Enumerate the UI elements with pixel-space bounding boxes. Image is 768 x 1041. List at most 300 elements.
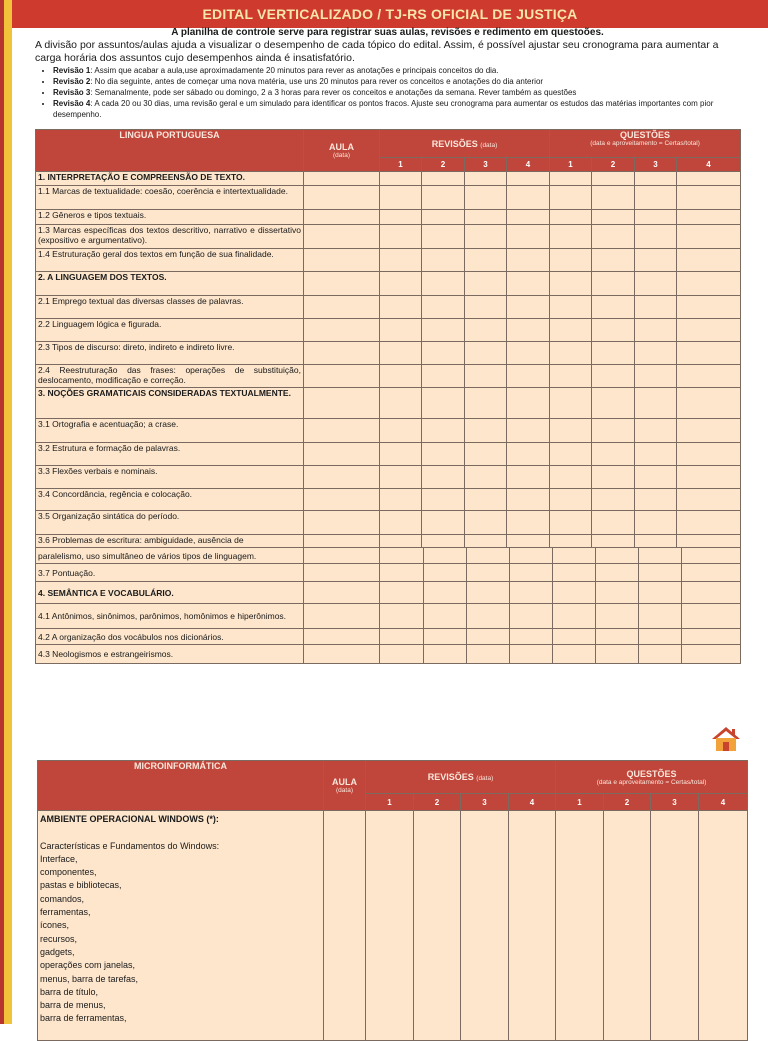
- revisao-cell[interactable]: [422, 535, 465, 548]
- questao-cell[interactable]: [553, 564, 596, 582]
- revisao-cell[interactable]: [507, 225, 550, 249]
- questao-cell[interactable]: [592, 210, 635, 225]
- questao-cell[interactable]: [550, 365, 592, 388]
- questao-cell[interactable]: [604, 811, 651, 1041]
- topic-cell: 1.3 Marcas específicas dos textos descritivo, narrativo e dissertativo (expositivo e argumentativo).: [36, 225, 304, 249]
- questao-cell[interactable]: [592, 466, 635, 489]
- revisao-cell[interactable]: [509, 811, 556, 1041]
- questao-cell[interactable]: [550, 466, 592, 489]
- revisao-cell[interactable]: [510, 645, 553, 664]
- topic-cell: 3. NOÇÕES GRAMATICAIS CONSIDERADAS TEXTUALMENTE.: [36, 388, 304, 419]
- revisoes-header: REVISÕES (data): [366, 761, 556, 794]
- topic-cell: 3.2 Estrutura e formação de palavras.: [36, 443, 304, 466]
- revisao-cell[interactable]: [467, 604, 510, 629]
- intro-lead: A planilha de controle serve para registrar suas aulas, revisões e redimento em questoões.: [171, 27, 604, 38]
- revisao-cell[interactable]: [380, 548, 424, 564]
- revisao-cell[interactable]: [461, 811, 509, 1041]
- table-row: [36, 296, 741, 319]
- table-row: [36, 629, 741, 645]
- questao-cell[interactable]: [550, 388, 592, 419]
- revisao-cell[interactable]: [422, 443, 465, 466]
- questao-cell[interactable]: [592, 535, 635, 548]
- revisao-cell[interactable]: [507, 296, 550, 319]
- questao-cell[interactable]: [635, 511, 677, 535]
- revisao-cell[interactable]: [380, 582, 424, 604]
- revisao-cell[interactable]: [422, 319, 465, 342]
- table-row: [36, 548, 741, 564]
- aula-cell[interactable]: [324, 811, 366, 1041]
- revisao-cell[interactable]: [510, 604, 553, 629]
- topic-cell: 4.3 Neologismos e estrangeirismos.: [36, 645, 304, 664]
- subject-header: LINGUA PORTUGUESA: [36, 130, 304, 172]
- lingua-portuguesa-table-continued: [35, 547, 741, 664]
- topic-cell: 3.5 Organização sintática do período.: [36, 511, 304, 535]
- topic-line: gadgets,: [40, 946, 75, 957]
- revisao-cell[interactable]: [467, 582, 510, 604]
- table-row: [36, 443, 741, 466]
- revisao-cell[interactable]: [510, 629, 553, 645]
- revisao-number: 2: [414, 794, 461, 811]
- questao-cell[interactable]: [682, 645, 741, 664]
- revisao-cell[interactable]: [465, 535, 507, 548]
- revisao-cell[interactable]: [507, 511, 550, 535]
- questao-cell[interactable]: [635, 489, 677, 511]
- aula-cell[interactable]: [304, 296, 380, 319]
- questao-cell[interactable]: [639, 582, 682, 604]
- aula-cell[interactable]: [304, 629, 380, 645]
- questao-cell[interactable]: [596, 548, 639, 564]
- revisao-cell[interactable]: [467, 564, 510, 582]
- questao-cell[interactable]: [677, 225, 741, 249]
- revisao-cell[interactable]: [467, 645, 510, 664]
- revisao-cell[interactable]: [380, 604, 424, 629]
- revision-item: • Revisão 2: No dia seguinte, antes de começar uma nova matéria, use uns 20 minutos para rever os conceitos e anotações do dia anterior: [53, 76, 740, 87]
- questao-cell[interactable]: [677, 535, 741, 548]
- revisao-cell[interactable]: [507, 419, 550, 443]
- questao-cell[interactable]: [550, 186, 592, 210]
- topic-cell: 3.3 Flexões verbais e nominais.: [36, 466, 304, 489]
- aula-cell[interactable]: [304, 365, 380, 388]
- revisao-cell[interactable]: [380, 186, 422, 210]
- questao-cell[interactable]: [592, 272, 635, 296]
- revisao-cell[interactable]: [422, 172, 465, 186]
- topic-cell: 1. INTERPRETAÇÃO E COMPREENSÃO DE TEXTO.: [36, 172, 304, 186]
- questao-cell[interactable]: [550, 296, 592, 319]
- questoes-header: QUESTÕES (data e aproveitamento = Certas/total): [556, 761, 748, 794]
- questao-cell[interactable]: [550, 172, 592, 186]
- revisao-cell[interactable]: [380, 319, 422, 342]
- topic-line: pastas e bibliotecas,: [40, 880, 122, 891]
- questao-cell[interactable]: [550, 489, 592, 511]
- topic-cell: [38, 811, 324, 1041]
- revisao-cell[interactable]: [465, 186, 507, 210]
- questao-cell[interactable]: [677, 249, 741, 272]
- revisao-cell[interactable]: [380, 564, 424, 582]
- revisao-cell[interactable]: [380, 365, 422, 388]
- table-row: [36, 365, 741, 388]
- revisao-cell[interactable]: [366, 811, 414, 1041]
- revisao-cell[interactable]: [507, 272, 550, 296]
- questao-cell[interactable]: [635, 419, 677, 443]
- questao-cell[interactable]: [639, 604, 682, 629]
- questao-cell[interactable]: [550, 419, 592, 443]
- revisao-cell[interactable]: [507, 172, 550, 186]
- table-row: [36, 272, 741, 296]
- revisao-cell[interactable]: [380, 272, 422, 296]
- questao-cell[interactable]: [651, 811, 699, 1041]
- lingua-portuguesa-table: [35, 129, 741, 548]
- questao-cell[interactable]: [635, 388, 677, 419]
- questao-cell[interactable]: [550, 210, 592, 225]
- revisao-number: 4: [507, 158, 550, 172]
- revisao-cell[interactable]: [422, 466, 465, 489]
- questao-cell[interactable]: [635, 342, 677, 365]
- questao-cell[interactable]: [677, 272, 741, 296]
- questao-cell[interactable]: [550, 272, 592, 296]
- aula-cell[interactable]: [304, 249, 380, 272]
- questao-cell[interactable]: [635, 466, 677, 489]
- questao-cell[interactable]: [596, 645, 639, 664]
- questao-cell[interactable]: [556, 811, 604, 1041]
- revision-list: [35, 65, 740, 120]
- revisao-cell[interactable]: [424, 604, 467, 629]
- revisao-cell[interactable]: [507, 489, 550, 511]
- table-row: [36, 466, 741, 489]
- topic-cell: 3.6 Problemas de escritura: ambiguidade, ausência de: [36, 535, 304, 548]
- revisao-cell[interactable]: [422, 388, 465, 419]
- questao-cell[interactable]: [635, 365, 677, 388]
- aula-cell[interactable]: [304, 489, 380, 511]
- topic-cell: 2.1 Emprego textual das diversas classes de palavras.: [36, 296, 304, 319]
- revisao-cell[interactable]: [465, 172, 507, 186]
- table-row: [36, 564, 741, 582]
- questao-cell[interactable]: [635, 249, 677, 272]
- revisao-cell[interactable]: [465, 296, 507, 319]
- questao-cell[interactable]: [635, 210, 677, 225]
- revisao-cell[interactable]: [507, 535, 550, 548]
- aula-cell[interactable]: [304, 582, 380, 604]
- topic-line: recursos,: [40, 933, 78, 944]
- revisao-number: 3: [465, 158, 507, 172]
- questao-cell[interactable]: [596, 604, 639, 629]
- table-row: [36, 210, 741, 225]
- revisao-cell[interactable]: [380, 342, 422, 365]
- questao-number: 3: [635, 158, 677, 172]
- aula-cell[interactable]: [304, 388, 380, 419]
- questao-number: 3: [651, 794, 699, 811]
- topic-cell: 3.1 Ortografia e acentuação; a crase.: [36, 419, 304, 443]
- table-row: [36, 249, 741, 272]
- questao-cell[interactable]: [677, 210, 741, 225]
- aula-cell[interactable]: [304, 443, 380, 466]
- revisao-cell[interactable]: [422, 365, 465, 388]
- questao-cell[interactable]: [635, 186, 677, 210]
- revisao-cell[interactable]: [422, 296, 465, 319]
- questao-cell[interactable]: [677, 296, 741, 319]
- revisao-cell[interactable]: [467, 548, 510, 564]
- questao-cell[interactable]: [553, 629, 596, 645]
- left-accent-stripe: [4, 0, 12, 1024]
- revisao-cell[interactable]: [380, 511, 422, 535]
- aula-cell[interactable]: [304, 272, 380, 296]
- revisao-cell[interactable]: [424, 645, 467, 664]
- revisao-cell[interactable]: [424, 582, 467, 604]
- revisao-cell[interactable]: [467, 629, 510, 645]
- revisao-cell[interactable]: [507, 186, 550, 210]
- questao-cell[interactable]: [635, 535, 677, 548]
- revisao-cell[interactable]: [380, 645, 424, 664]
- revisao-number: 4: [509, 794, 556, 811]
- aula-cell[interactable]: [304, 225, 380, 249]
- revisao-cell[interactable]: [465, 511, 507, 535]
- questao-cell[interactable]: [682, 582, 741, 604]
- questao-cell[interactable]: [682, 629, 741, 645]
- revisao-cell[interactable]: [465, 319, 507, 342]
- aula-cell[interactable]: [304, 564, 380, 582]
- questao-cell[interactable]: [550, 225, 592, 249]
- questao-cell[interactable]: [677, 319, 741, 342]
- topic-line: comandos,: [40, 893, 85, 904]
- revisao-cell[interactable]: [380, 225, 422, 249]
- revisao-cell[interactable]: [380, 296, 422, 319]
- topic-cell: 2.4 Reestruturação das frases: operações de substituição, deslocamento, modificação e correção.: [36, 365, 304, 388]
- table-row: [36, 645, 741, 664]
- revisao-cell[interactable]: [380, 489, 422, 511]
- questao-cell[interactable]: [677, 419, 741, 443]
- revisao-cell[interactable]: [507, 466, 550, 489]
- questao-cell[interactable]: [553, 548, 596, 564]
- revisao-cell[interactable]: [380, 210, 422, 225]
- revisao-cell[interactable]: [422, 210, 465, 225]
- revision-item: • Revisão 1: Assim que acabar a aula,use aproximadamente 20 minutos para rever as anotações e principais conceitos do dia.: [53, 65, 740, 76]
- topic-cell: 4. SEMÂNTICA E VOCABULÁRIO.: [36, 582, 304, 604]
- topic-line: barra de título,: [40, 986, 99, 997]
- questao-cell[interactable]: [639, 645, 682, 664]
- questao-number: 1: [556, 794, 604, 811]
- questao-cell[interactable]: [699, 811, 748, 1041]
- table-row: [36, 319, 741, 342]
- revisao-number: 3: [461, 794, 509, 811]
- topic-line: barra de menus,: [40, 1000, 106, 1011]
- revisao-cell[interactable]: [510, 582, 553, 604]
- revisao-cell[interactable]: [380, 419, 422, 443]
- home-icon[interactable]: [711, 726, 741, 752]
- revision-item: • Revisão 4: A cada 20 ou 30 dias, uma revisão geral e um simulado para identificar os pontos fracos. Ajuste seu cronograma para aumentar os estudos das matérias importantes com pior desempenho.: [53, 98, 740, 120]
- questao-cell[interactable]: [550, 249, 592, 272]
- topic-line: componentes,: [40, 867, 97, 878]
- revisao-cell[interactable]: [465, 388, 507, 419]
- questao-cell[interactable]: [550, 342, 592, 365]
- revisao-cell[interactable]: [510, 564, 553, 582]
- questao-number: 1: [550, 158, 592, 172]
- table-row: [36, 388, 741, 419]
- questao-cell[interactable]: [550, 535, 592, 548]
- topic-cell: 3.7 Pontuação.: [36, 564, 304, 582]
- revisao-cell[interactable]: [422, 225, 465, 249]
- revisoes-header: REVISÕES (data): [380, 130, 550, 158]
- revisao-number: 1: [380, 158, 422, 172]
- questao-cell[interactable]: [639, 629, 682, 645]
- questao-cell[interactable]: [677, 466, 741, 489]
- revisao-cell[interactable]: [380, 388, 422, 419]
- questao-cell[interactable]: [550, 511, 592, 535]
- questao-cell[interactable]: [550, 443, 592, 466]
- topic-line: ícones,: [40, 920, 70, 931]
- aula-cell[interactable]: [304, 342, 380, 365]
- revision-item: • Revisão 3: Semanalmente, pode ser sábado ou domingo, 2 a 3 horas para rever os conceitos e anotações da semana. Rever também as questões: [53, 87, 740, 98]
- questao-cell[interactable]: [635, 172, 677, 186]
- revisao-cell[interactable]: [422, 249, 465, 272]
- questao-cell[interactable]: [592, 319, 635, 342]
- questoes-header: QUESTÕES (data e aproveitamento = Certas/total): [550, 130, 741, 158]
- revisao-cell[interactable]: [380, 466, 422, 489]
- revisao-cell[interactable]: [510, 548, 553, 564]
- table-row: [36, 582, 741, 604]
- aula-cell[interactable]: [304, 645, 380, 664]
- aula-cell[interactable]: [304, 186, 380, 210]
- intro-section: [35, 27, 740, 120]
- aula-cell[interactable]: [304, 172, 380, 186]
- questao-cell[interactable]: [592, 365, 635, 388]
- questao-cell[interactable]: [553, 582, 596, 604]
- revisao-cell[interactable]: [424, 629, 467, 645]
- revisao-cell[interactable]: [424, 548, 467, 564]
- revisao-cell[interactable]: [380, 172, 422, 186]
- questao-number: 4: [699, 794, 748, 811]
- questao-cell[interactable]: [592, 249, 635, 272]
- revisao-cell[interactable]: [465, 272, 507, 296]
- revisao-cell[interactable]: [380, 249, 422, 272]
- questao-cell[interactable]: [635, 319, 677, 342]
- page-title: EDITAL VERTICALIZADO / TJ-RS OFICIAL DE JUSTIÇA: [12, 0, 768, 28]
- revisao-cell[interactable]: [465, 466, 507, 489]
- revisao-cell[interactable]: [465, 249, 507, 272]
- revisao-cell[interactable]: [465, 443, 507, 466]
- revisao-cell[interactable]: [465, 489, 507, 511]
- questao-cell[interactable]: [553, 604, 596, 629]
- table-row: [36, 186, 741, 210]
- revisao-cell[interactable]: [422, 186, 465, 210]
- questao-cell[interactable]: [592, 342, 635, 365]
- aula-header: AULA (data): [304, 130, 380, 172]
- table-row: [36, 511, 741, 535]
- questao-cell[interactable]: [635, 296, 677, 319]
- topic-cell: 2.2 Linguagem lógica e figurada.: [36, 319, 304, 342]
- aula-cell[interactable]: [304, 535, 380, 548]
- subject-header: MICROINFORMÁTICA: [38, 761, 324, 811]
- questao-cell[interactable]: [682, 604, 741, 629]
- questao-cell[interactable]: [635, 272, 677, 296]
- questao-cell[interactable]: [596, 582, 639, 604]
- section-title: AMBIENTE OPERACIONAL WINDOWS (*):: [40, 814, 219, 824]
- topic-cell: 1.2 Gêneros e tipos textuais.: [36, 210, 304, 225]
- aula-cell[interactable]: [304, 319, 380, 342]
- questao-cell[interactable]: [592, 172, 635, 186]
- revisao-cell[interactable]: [465, 419, 507, 443]
- topic-line: barra de ferramentas,: [40, 1013, 127, 1024]
- revisao-cell[interactable]: [465, 210, 507, 225]
- aula-cell[interactable]: [304, 548, 380, 564]
- revisao-cell[interactable]: [380, 629, 424, 645]
- questao-cell[interactable]: [596, 629, 639, 645]
- intro-paragraph: A divisão por assuntos/aulas ajuda a visualizar o desempenho de cada tópico do edital. Assim, é possível ajustar seu cronograma para aumentar a carga horária dos assuntos cujo desempenhos ainda é insatisfatório.: [35, 39, 719, 64]
- revisao-cell[interactable]: [465, 342, 507, 365]
- questao-cell[interactable]: [592, 388, 635, 419]
- questao-cell[interactable]: [592, 296, 635, 319]
- revisao-cell[interactable]: [422, 272, 465, 296]
- aula-cell[interactable]: [304, 419, 380, 443]
- revisao-cell[interactable]: [465, 365, 507, 388]
- questao-cell[interactable]: [592, 186, 635, 210]
- questao-cell[interactable]: [677, 172, 741, 186]
- revisao-cell[interactable]: [422, 342, 465, 365]
- questao-cell[interactable]: [677, 186, 741, 210]
- topic-cell: 3.4 Concordância, regência e colocação.: [36, 489, 304, 511]
- revisao-cell[interactable]: [507, 443, 550, 466]
- questao-cell[interactable]: [635, 225, 677, 249]
- questao-cell[interactable]: [677, 388, 741, 419]
- revisao-cell[interactable]: [507, 365, 550, 388]
- questao-cell[interactable]: [682, 548, 741, 564]
- aula-header: AULA (data): [324, 761, 366, 811]
- topic-line: Características e Fundamentos do Windows:: [40, 840, 220, 851]
- questao-cell[interactable]: [596, 564, 639, 582]
- revisao-cell[interactable]: [465, 225, 507, 249]
- topic-cell: 1.4 Estruturação geral dos textos em função de sua finalidade.: [36, 249, 304, 272]
- questao-cell[interactable]: [639, 548, 682, 564]
- questao-cell[interactable]: [677, 489, 741, 511]
- topic-cell: 4.2 A organização dos vocábulos nos dicionários.: [36, 629, 304, 645]
- aula-cell[interactable]: [304, 604, 380, 629]
- aula-cell[interactable]: [304, 466, 380, 489]
- questao-cell[interactable]: [592, 489, 635, 511]
- questao-cell[interactable]: [592, 419, 635, 443]
- table-row: [36, 342, 741, 365]
- revisao-cell[interactable]: [507, 249, 550, 272]
- questao-cell[interactable]: [639, 564, 682, 582]
- revisao-cell[interactable]: [422, 419, 465, 443]
- topic-cell: 2. A LINGUAGEM DOS TEXTOS.: [36, 272, 304, 296]
- revisao-cell[interactable]: [507, 388, 550, 419]
- aula-cell[interactable]: [304, 210, 380, 225]
- questao-cell[interactable]: [553, 645, 596, 664]
- questao-cell[interactable]: [682, 564, 741, 582]
- revisao-cell[interactable]: [414, 811, 461, 1041]
- revisao-cell[interactable]: [507, 210, 550, 225]
- table-row: [36, 225, 741, 249]
- questao-cell[interactable]: [677, 511, 741, 535]
- questao-cell[interactable]: [677, 342, 741, 365]
- topic-cell: 1.1 Marcas de textualidade: coesão, coerência e intertextualidade.: [36, 186, 304, 210]
- revisao-number: 1: [366, 794, 414, 811]
- questao-cell[interactable]: [635, 443, 677, 466]
- revisao-number: 2: [422, 158, 465, 172]
- questao-cell[interactable]: [550, 319, 592, 342]
- revisao-cell[interactable]: [380, 443, 422, 466]
- aula-cell[interactable]: [304, 511, 380, 535]
- questao-cell[interactable]: [592, 225, 635, 249]
- revisao-cell[interactable]: [507, 319, 550, 342]
- revisao-cell[interactable]: [422, 511, 465, 535]
- revisao-cell[interactable]: [422, 489, 465, 511]
- questao-cell[interactable]: [677, 365, 741, 388]
- questao-cell[interactable]: [592, 511, 635, 535]
- revisao-cell[interactable]: [380, 535, 422, 548]
- questao-cell[interactable]: [677, 443, 741, 466]
- questao-cell[interactable]: [592, 443, 635, 466]
- revisao-cell[interactable]: [424, 564, 467, 582]
- revisao-cell[interactable]: [507, 342, 550, 365]
